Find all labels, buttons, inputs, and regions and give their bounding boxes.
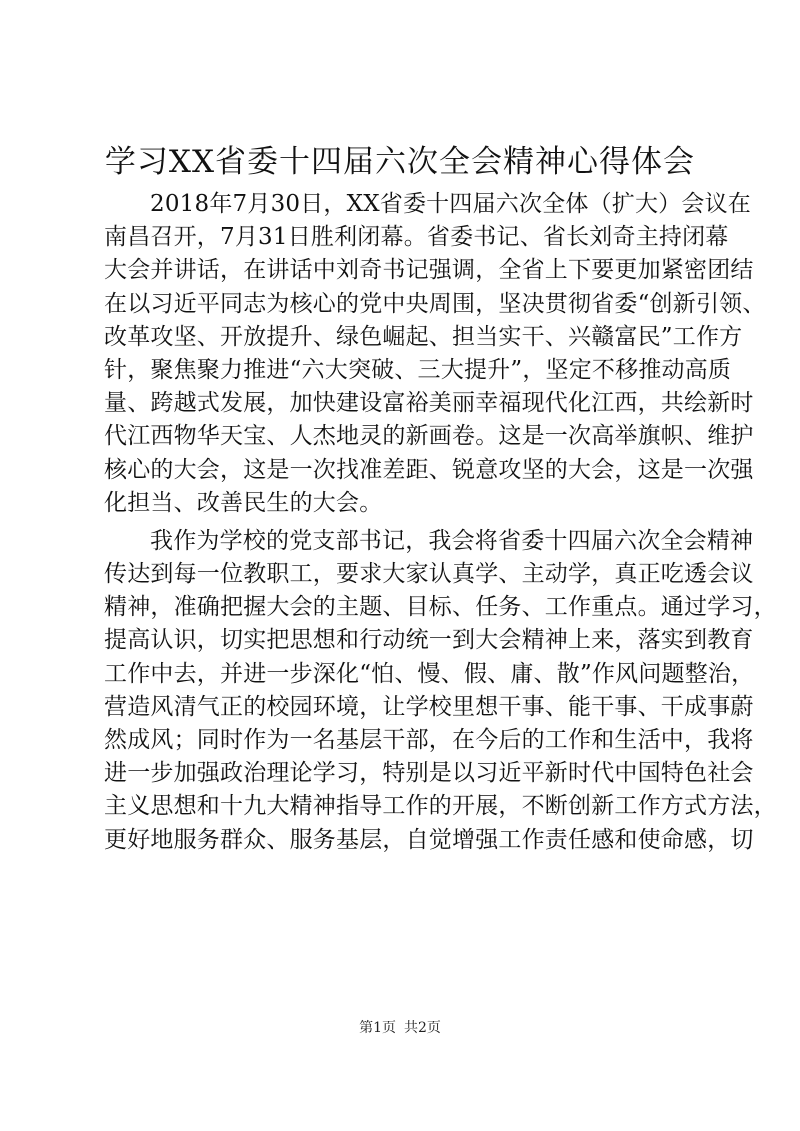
paragraph-line: 主义思想和十九大精神指导工作的开展，不断创新工作方式方法， (104, 793, 777, 820)
paragraph-line: 我作为学校的党支部书记，我会将省委十四届六次全会精神 (150, 527, 754, 554)
paragraph-2 (104, 525, 777, 857)
document-title: 学习XX省委十四届六次全会精神心得体会 (104, 144, 696, 180)
paragraph-line: 更好地服务群众、服务基层，自觉增强工作责任感和使命感，切 (104, 826, 754, 853)
paragraph-line: 在以习近平同志为核心的党中央周围，坚决贯彻省委“创新引领、 (104, 290, 766, 317)
paragraph-line: 营造风清气正的校园环境，让学校里想干事、能干事、干成事蔚 (104, 693, 754, 720)
page-footer (0, 1018, 800, 1038)
paragraph-line: 核心的大会，这是一次找准差距、锐意攻坚的大会，这是一次强 (104, 456, 754, 483)
paragraph-line: 南昌召开，7月31日胜利闭幕。省委书记、省长刘奇主持闭幕 (104, 224, 729, 251)
page-total: 共2页 (404, 1020, 441, 1036)
paragraph-1 (104, 188, 766, 520)
paragraph-line: 精神，准确把握大会的主题、目标、任务、工作重点。通过学习， (104, 594, 777, 621)
paragraph-line: 工作中去，并进一步深化“怕、慢、假、庸、散”作风问题整治， (104, 660, 755, 687)
paragraph-line: 改革攻坚、开放提升、绿色崛起、担当实干、兴赣富民”工作方 (104, 323, 743, 350)
paragraph-line: 化担当、改善民生的大会。 (104, 489, 383, 516)
paragraph-line: 提高认识，切实把思想和行动统一到大会精神上来，落实到教育 (104, 627, 754, 654)
paragraph-line: 代江西物华天宝、人杰地灵的新画卷。这是一次高举旗帜、维护 (104, 423, 754, 450)
paragraph-line: 量、跨越式发展，加快建设富裕美丽幸福现代化江西，共绘新时 (104, 390, 754, 417)
paragraph-line: 大会并讲话，在讲话中刘奇书记强调，全省上下要更加紧密团结 (104, 257, 754, 284)
document-body (104, 188, 777, 857)
paragraph-line: 进一步加强政治理论学习，特别是以习近平新时代中国特色社会 (104, 760, 754, 787)
paragraph-line: 针，聚焦聚力推进“六大突破、三大提升”，坚定不移推动高质 (104, 356, 732, 383)
paragraph-line: 2018年7月30日，XX省委十四届六次全体（扩大）会议在 (150, 191, 751, 217)
paragraph-line: 传达到每一位教职工，要求大家认真学、主动学，真正吃透会议 (104, 561, 754, 588)
paragraph-line: 然成风；同时作为一名基层干部，在今后的工作和生活中，我将 (104, 727, 754, 753)
page-number: 第1页 (359, 1020, 396, 1036)
